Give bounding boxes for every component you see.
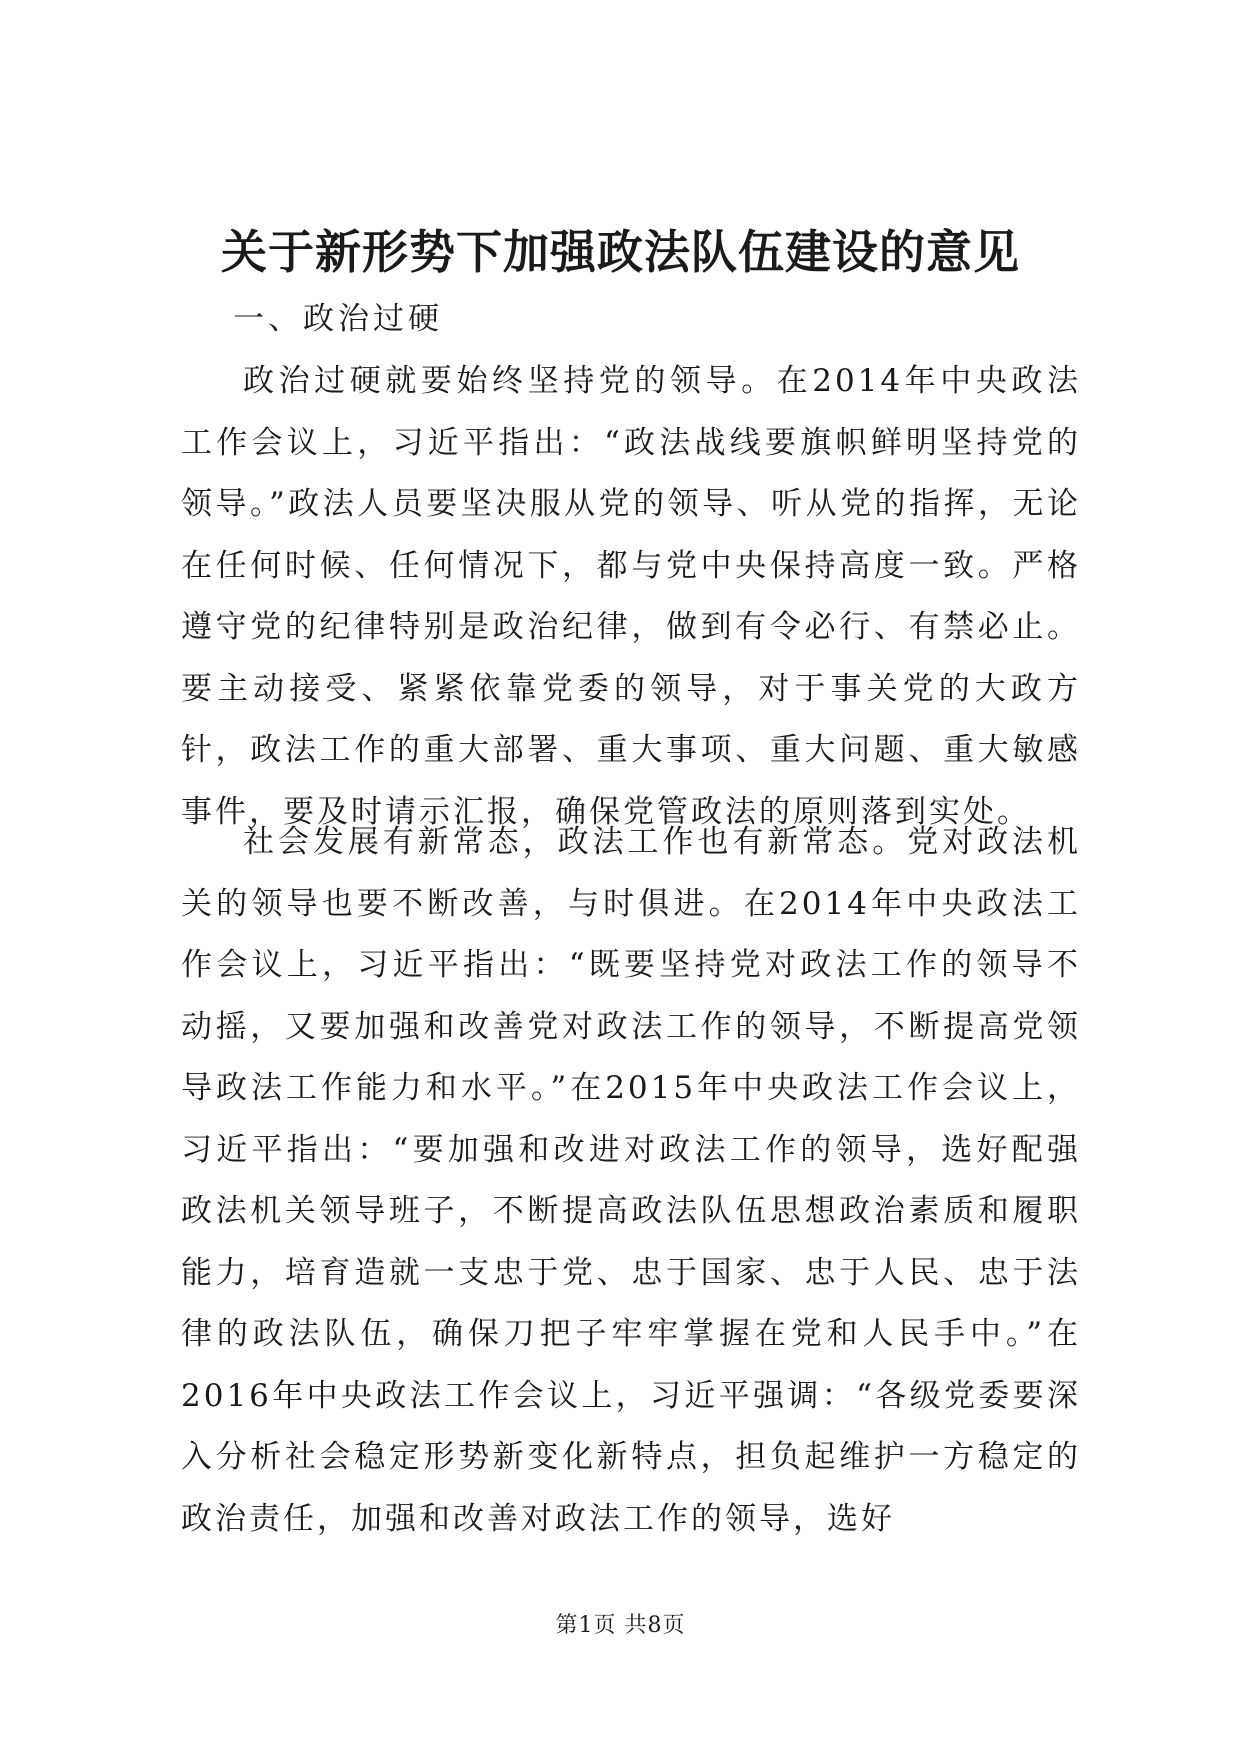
section-heading: 一、政治过硬 [233,301,443,337]
page-title: 关于新形势下加强政法队伍建设的意见 [221,225,1020,279]
paragraph-2 [181,812,1081,1550]
paragraph-2-text: 社会发展有新常态，政法工作也有新常态。党对政法机关的领导也要不断改善，与时俱进。在2014年中央政法工作会议上，习近平指出：“既要坚持党对政法工作的领导不动摇，又要加强和改善党对政法工作的领导，不断提高党领导政法工作能力和水平。”在2015年中央政法工作会议上，习近平指出：“要加强和改进对政法工作的领导，选好配强政法机关领导班子，不断提高政法队伍思想政治素质和履职能力，培育造就一支忠于党、忠于国家、忠于人民、忠于法律的政法队伍，确保刀把子牢牢掌握在党和人民手中。”在2016年中央政法工作会议上，习近平强调：“各级党委要深入分析社会稳定形势新变化新特点，担负起维护一方稳定的政治责任，加强和改善对政法工作的领导，选好 [181,824,1081,1537]
page-footer: 第1页 共8页 [555,1613,686,1638]
paragraph-1 [181,351,1081,843]
paragraph-1-text: 政治过硬就要始终坚持党的领导。在2014年中央政法工作会议上，习近平指出：“政法战线要旗帜鲜明坚持党的领导。”政法人员要坚决服从党的领导、听从党的指挥，无论在任何时候、任何情况下，都与党中央保持高度一致。严格遵守党的纪律特别是政治纪律，做到有令必行、有禁必止。要主动接受、紧紧依靠党委的领导，对于事关党的大政方针，政法工作的重大部署、重大事项、重大问题、重大敏感事件，要及时请示汇报，确保党管政法的原则落到实处。 [181,363,1081,830]
